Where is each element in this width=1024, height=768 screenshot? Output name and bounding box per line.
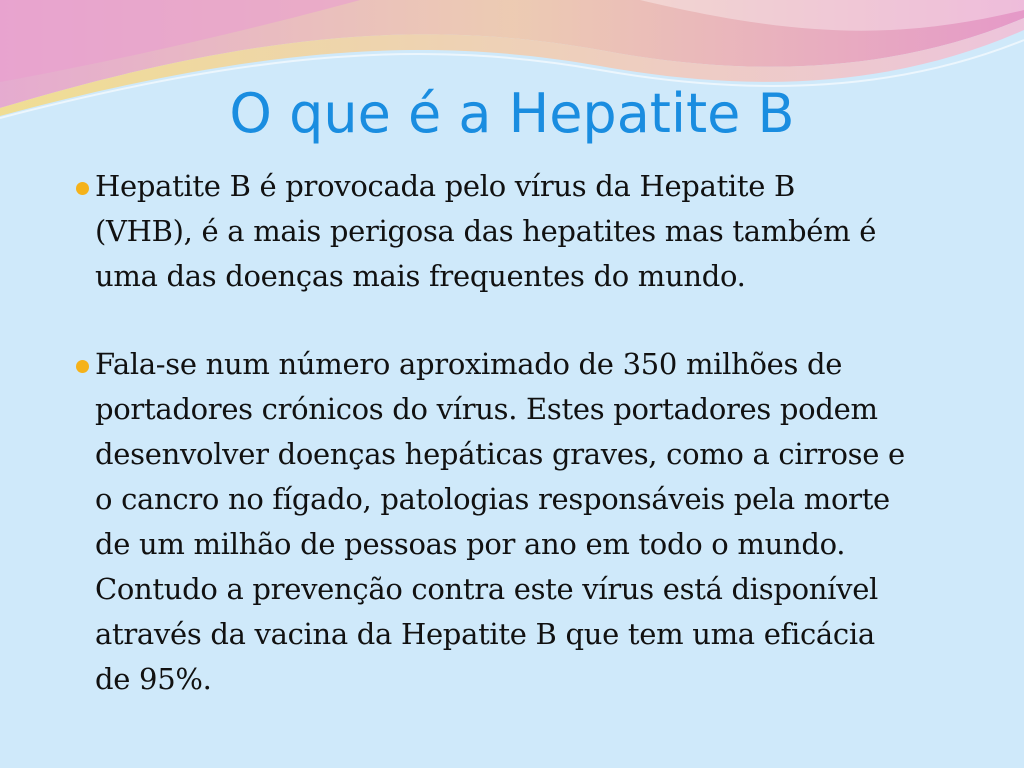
bullet-line: através da vacina da Hepatite B que tem uma eficácia <box>95 617 875 651</box>
bullet-line: de um milhão de pessoas por ano em todo o mundo. <box>95 527 846 561</box>
bullet-line: Fala-se num número aproximado de 350 milhões de <box>95 347 843 381</box>
bullet-item <box>78 342 974 702</box>
bullet-line: Contudo a prevenção contra este vírus está disponível <box>95 572 879 606</box>
bullet-dot-icon <box>76 182 89 195</box>
bullet-list <box>78 164 974 702</box>
bullet-line: uma das doenças mais frequentes do mundo. <box>95 259 746 293</box>
slide-title: O que é a Hepatite B <box>229 82 795 145</box>
bullet-line: de 95%. <box>95 662 212 696</box>
bullet-line: o cancro no fígado, patologias responsáveis pela morte <box>95 482 890 516</box>
bullet-line: portadores crónicos do vírus. Estes portadores podem <box>95 392 878 426</box>
bullet-line: desenvolver doenças hepáticas graves, como a cirrose e <box>95 437 905 471</box>
bullet-dot-icon <box>76 360 89 373</box>
bullet-line: Hepatite B é provocada pelo vírus da Hepatite B <box>95 169 796 203</box>
bullet-item <box>78 164 974 299</box>
bullet-line: (VHB), é a mais perigosa das hepatites mas também é <box>95 214 877 248</box>
